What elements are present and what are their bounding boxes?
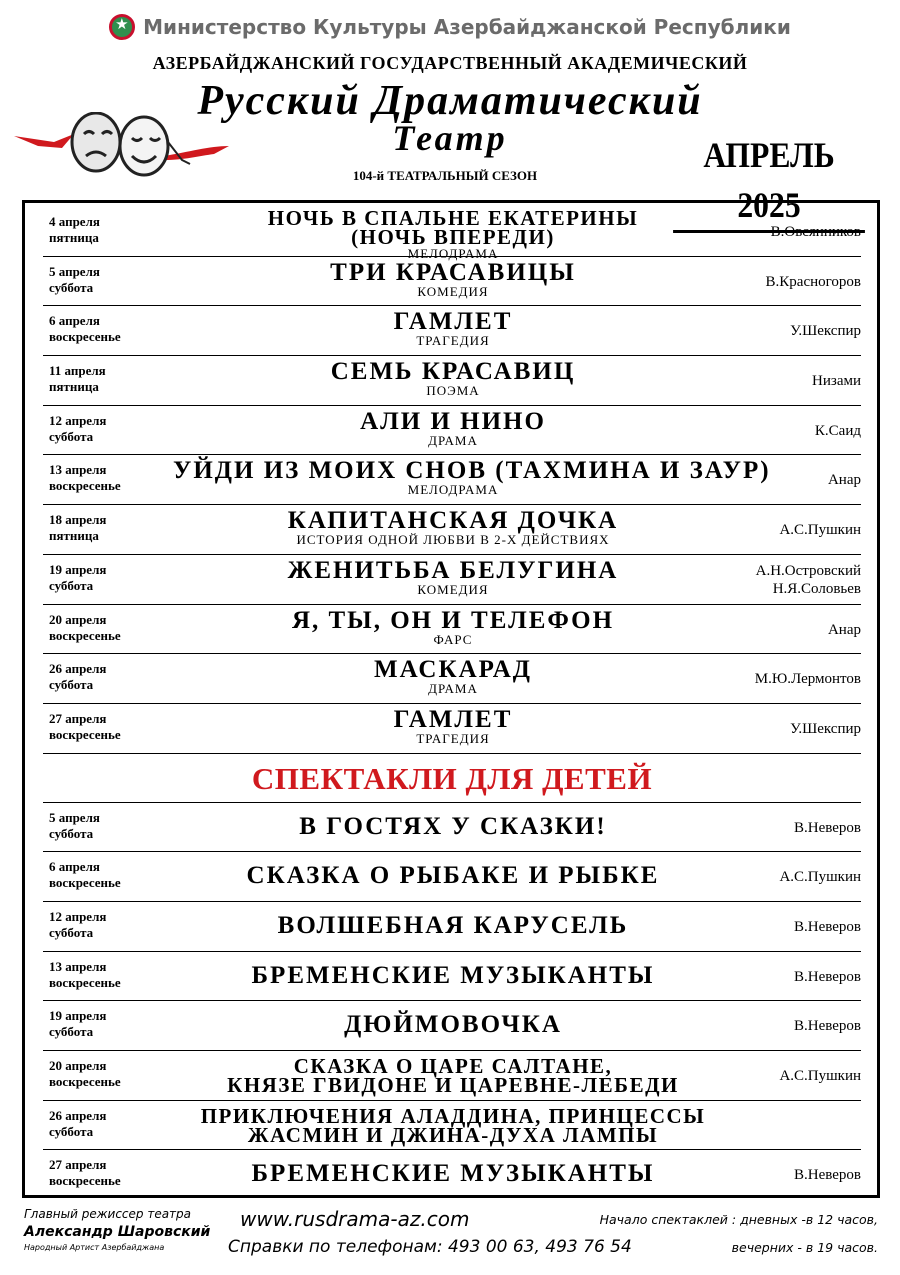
show-weekday: воскресенье [49,627,121,643]
show-date-day: 5 апреля [49,263,100,279]
show-title: ГАМЛЕТ [393,308,513,336]
schedule-row [43,356,861,406]
show-title: ГАМЛЕТ [393,705,513,733]
show-date-day: 12 апреля [49,908,107,924]
kids-shows-heading: СПЕКТАКЛИ ДЛЯ ДЕТЕЙ [43,754,861,803]
show-author [828,621,861,639]
show-date [49,1157,169,1189]
show-date-day: 19 апреля [49,1008,107,1024]
state-academic-line: АЗЕРБАЙДЖАНСКИЙ ГОСУДАРСТВЕННЫЙ АКАДЕМИЧЕСКИЙ [152,53,748,73]
show-date [49,810,169,842]
show-info [173,509,733,547]
show-date [49,711,169,743]
show-weekday: воскресенье [49,726,121,742]
show-author-name: В.Неверов [794,819,861,836]
start-times [560,1206,878,1262]
show-info [173,658,733,696]
show-date-day: 20 апреля [49,1058,107,1073]
show-title: ЖЕНИТЬБА БЕЛУГИНА [287,556,619,584]
show-date [49,612,169,644]
schedule-row [43,555,861,605]
show-title: БРЕМЕНСКИЕ МУЗЫКАНТЫ [251,961,655,989]
show-title-line2: (НОЧЬ ВПЕРЕДИ) [351,225,555,249]
ministry-text: Министерство Культуры Азербайджанской Республики [143,15,791,39]
show-info [173,556,733,597]
show-date-day: 18 апреля [49,512,107,528]
month-title: АПРЕЛЬ 2025 [673,130,865,233]
show-title: БРЕМЕНСКИЕ МУЗЫКАНТЫ [251,1160,655,1188]
show-date [49,413,169,445]
show-title: ПРИКЛЮЧЕНИЯ АЛАДДИНА, ПРИНЦЕССЫ [200,1103,706,1128]
show-date [49,363,169,395]
show-title: НОЧЬ В СПАЛЬНЕ ЕКАТЕРИНЫ [267,206,639,230]
show-date-day: 27 апреля [49,1157,107,1173]
show-author [828,471,861,489]
show-date-day: 20 апреля [49,611,107,627]
show-title: СЕМЬ КРАСАВИЦ [330,358,576,386]
show-author-name: У.Шекспир [790,720,861,737]
show-title: ТРИ КРАСАВИЦЫ [330,258,576,286]
show-date [49,1058,169,1090]
show-author [779,1067,861,1085]
show-author-name: В.Неверов [794,1018,861,1035]
schedule-row [43,902,861,952]
schedule-row [43,505,861,555]
show-weekday: воскресенье [49,875,121,891]
director-title: Главный режиссер театра [24,1207,192,1221]
schedule-row [43,406,861,456]
show-info [173,360,733,398]
show-date [49,462,169,494]
show-author-name: К.Саид [814,422,861,439]
show-date [49,264,169,296]
show-author [766,273,861,291]
show-title: ВОЛШЕБНАЯ КАРУСЕЛЬ [277,911,629,939]
show-author [790,720,861,738]
show-author-name: Анар [827,621,861,638]
show-weekday: суббота [49,924,94,940]
director-rank: Народный Артист Азербайджана [24,1243,165,1252]
show-genre: ИСТОРИЯ ОДНОЙ ЛЮБВИ В 2-Х ДЕЙСТВИЯХ [296,532,610,548]
show-author [779,521,861,539]
show-info [173,606,733,647]
show-date-day: 13 апреля [49,958,107,974]
show-info [173,1013,733,1037]
show-author-name: В.Овсянников [770,224,861,240]
show-author-name: Анар [827,472,861,489]
show-author-name: В.Неверов [794,918,861,935]
theater-name-line2: Театр [392,118,508,158]
show-genre: ТРАГЕДИЯ [416,730,490,746]
show-date-day: 6 апреля [49,859,100,875]
show-genre: КОМЕДИЯ [417,283,489,299]
show-author [794,1017,861,1035]
theater-name-line1: Русский Драматический [197,78,703,124]
schedule-rows [43,207,861,1200]
show-date [49,859,169,891]
schedule-row [43,605,861,655]
schedule-row [43,1150,861,1200]
show-title-line2: КНЯЗЕ ГВИДОНЕ И ЦАРЕВНЕ-ЛЕБЕДИ [227,1073,679,1097]
ministry-line [0,14,900,40]
show-date [49,1008,169,1040]
show-date-day: 11 апреля [49,363,106,379]
show-author-name: В.Неверов [794,968,861,985]
phone-info: Справки по телефонам: 493 00 63, 493 76 54 [228,1237,632,1257]
show-info [173,310,733,348]
show-date [49,909,169,941]
show-info [173,1162,733,1186]
schedule-row [43,257,861,307]
show-title: ДЮЙМОВОЧКА [344,1011,562,1039]
show-author-name: М.Ю.Лермонтов [754,671,861,688]
show-weekday: суббота [49,428,94,444]
show-date-day: 19 апреля [49,561,107,577]
show-info [173,258,733,299]
website-link[interactable]: www.rusdrama-az.com [240,1207,470,1231]
show-author-name-2: Н.Я.Соловьев [772,580,861,597]
show-weekday: суббота [49,577,94,593]
schedule-row [43,1001,861,1051]
show-author [812,372,861,390]
show-author-name: А.С.Пушкин [779,1068,861,1084]
show-date-day: 12 апреля [49,412,107,428]
show-info [173,911,733,939]
show-weekday: воскресенье [49,1074,121,1089]
show-weekday: суббота [49,1024,94,1040]
show-genre: ДРАМА [428,432,478,448]
schedule-row [43,654,861,704]
show-weekday: суббота [49,825,94,841]
show-weekday: воскресенье [49,329,121,345]
show-date [49,313,169,345]
show-title: СКАЗКА О ЦАРЕ САЛТАНЕ, [293,1054,613,1078]
show-weekday: пятница [49,379,99,395]
start-time-evening: вечерних - в 19 часов. [731,1240,878,1255]
show-weekday: воскресенье [49,1173,121,1189]
show-author-name: У.Шекспир [790,323,861,340]
schedule-row [43,852,861,902]
director-name: Александр Шаровский [24,1224,211,1240]
show-info [173,812,733,840]
show-author [794,918,861,936]
show-author-name: А.Н.Островский [755,562,861,579]
show-genre: ПОЭМА [426,383,480,399]
show-date [49,959,169,991]
show-author-name: Низами [812,373,861,390]
show-author [755,670,861,688]
show-title: Я, ТЫ, ОН И ТЕЛЕФОН [291,606,615,634]
show-genre: МЕЛОДРАМА [407,482,499,498]
show-title: КАПИТАНСКАЯ ДОЧКА [287,507,619,535]
show-date [49,512,169,544]
schedule-row [43,206,861,261]
show-info [173,206,733,261]
show-genre: ТРАГЕДИЯ [416,333,490,349]
show-info [173,864,733,888]
schedule-row [43,1101,861,1151]
start-time-day: Начало спектаклей : дневных -в 12 часов, [599,1212,878,1227]
show-genre: ДРАМА [428,681,478,697]
show-weekday: суббота [49,279,94,295]
show-weekday: пятница [49,528,99,544]
show-info [173,1054,733,1097]
schedule-row [43,306,861,356]
emblem-icon [109,14,135,40]
show-info [173,961,733,989]
show-title: В ГОСТЯХ У СКАЗКИ! [299,812,607,840]
show-date-day: 4 апреля [49,214,100,229]
show-author-name: В.Красногоров [765,273,861,290]
show-author [815,422,861,440]
show-genre: КОМЕДИЯ [417,581,489,597]
show-author [756,562,861,598]
show-title: АЛИ И НИНО [360,407,546,435]
show-author [794,819,861,837]
show-title: УЙДИ ИЗ МОИХ СНОВ (ТАХМИНА И ЗАУР) [173,457,771,485]
schedule-row [43,1051,861,1101]
show-date-day: 5 апреля [49,809,100,825]
schedule-row [43,952,861,1002]
show-weekday: суббота [49,1123,94,1139]
schedule-frame [22,200,880,1198]
show-info [173,457,771,498]
show-date [49,661,169,693]
show-author [779,868,861,886]
schedule-row [43,704,861,754]
show-genre: МЕЛОДРАМА [407,246,499,261]
show-date-day: 27 апреля [49,710,107,726]
show-author [794,968,861,986]
show-weekday: воскресенье [49,478,121,494]
show-info [173,705,733,746]
show-genre: ФАРС [433,631,473,647]
show-author [790,322,861,340]
show-date-day: 6 апреля [49,313,100,329]
show-info [173,407,733,448]
show-title-line2: ЖАСМИН И ДЖИНА-ДУХА ЛАМПЫ [247,1122,659,1147]
show-author-name: А.С.Пушкин [779,522,861,539]
show-weekday: пятница [49,230,99,245]
show-date-day: 26 апреля [49,1107,107,1123]
show-author-name: А.С.Пушкин [779,869,861,886]
show-author-name: В.Неверов [794,1167,861,1184]
show-date [49,214,169,246]
show-date [49,562,169,594]
show-date-day: 13 апреля [49,462,107,478]
show-info [173,1103,733,1147]
schedule-row [43,803,861,853]
schedule-row [43,455,861,505]
show-date [49,1108,169,1140]
show-weekday: суббота [49,677,94,693]
show-title: СКАЗКА О РЫБАКЕ И РЫБКЕ [246,862,660,890]
show-author [794,1166,861,1184]
show-author [771,223,861,241]
show-date-day: 26 апреля [49,661,107,677]
director-block [24,1206,224,1254]
show-title: МАСКАРАД [374,656,532,684]
show-weekday: воскресенье [49,974,121,990]
season-label: 104-й ТЕАТРАЛЬНЫЙ СЕЗОН [352,168,538,183]
